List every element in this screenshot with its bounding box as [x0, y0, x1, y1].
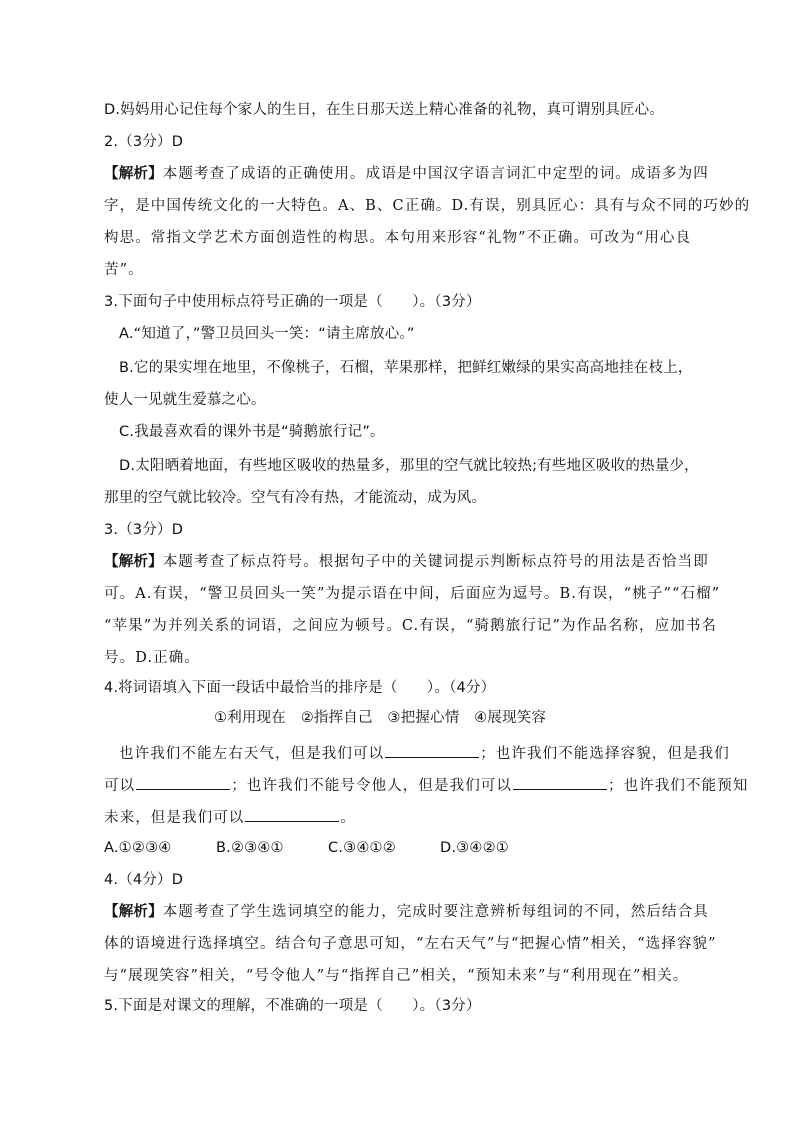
- q3-option-b-line-1: B.它的果实埋在地里，不像桃子，石榴，苹果那样，把鲜红嫩绿的果实高高地挂在枝上，: [119, 360, 693, 376]
- q4-option-d: D.③④②①: [440, 840, 509, 856]
- explanation-tag: 【解析】: [104, 166, 163, 182]
- q4-passage-line-2: 可以 ；也许我们不能号令他人，但是我们可以 ；也许我们不能预知: [104, 774, 748, 796]
- q3-option-b-line-2: 使人一见就生爱慕之心。: [104, 392, 266, 408]
- fill-blank: [513, 774, 607, 790]
- q4-explanation-line-3: 与“展现笑容”相关，“号令他人”与“指挥自己”相关，“预知未来”与“利用现在”相关。: [104, 968, 689, 984]
- fill-blank: [136, 774, 230, 790]
- q3-option-a: A.“知道了，”警卫员回头一笑：“请主席放心。”: [119, 326, 415, 342]
- q3-stem: 3.下面句子中使用标点符号正确的一项是（ ）。（3分）: [104, 294, 481, 310]
- q4-passage-line-3: 未来，但是我们可以 。: [104, 806, 356, 828]
- q4-stem: 4.将词语填入下面一段话中最恰当的排序是（ ）。（4分）: [104, 680, 496, 696]
- q4-answer-options: [104, 838, 509, 858]
- q3-option-d-line-2: 那里的空气就比较冷。空气有冷有热，才能流动，成为风。: [104, 490, 487, 506]
- explanation-tag: 【解析】: [104, 904, 163, 920]
- q3-option-d-line-1: D.太阳晒着地面，有些地区吸收的热量多，那里的空气就比较热;有些地区吸收的热量少，: [119, 458, 699, 474]
- q5-stem: 5.下面是对课文的理解，不准确的一项是（ ）。（3分）: [104, 998, 481, 1014]
- q3-explanation-line-3: “苹果”为并列关系的词语，之间应为顿号。C.有误，“骑鹅旅行记”为作品名称，应加书名: [104, 618, 718, 634]
- q4-option-c: C.③④①②: [328, 840, 396, 856]
- q4-explanation-line-2: 体的语境进行选择填空。结合句子意思可知，“左右天气”与“把握心情”相关，“选择容貌”: [104, 936, 717, 952]
- q1-option-d: D.妈妈用心记住每个家人的生日，在生日那天送上精心准备的礼物，真可谓别具匠心。: [104, 102, 665, 118]
- fill-blank: [245, 806, 339, 822]
- q4-explanation-line-1: 【解析】本题考查了学生选词填空的能力，完成时要注意辨析每组词的不同，然后结合具: [104, 904, 709, 920]
- q2-explanation-line-3: 构思。常指文学艺术方面创造性的构思。本句用来形容“礼物”不正确。可改为“用心良: [104, 230, 692, 246]
- q4-answer: 4.（4分）D: [104, 872, 184, 888]
- q4-word-options: ①利用现在 ②指挥自己 ③把握心情 ④展现笑容: [214, 710, 547, 726]
- q2-explanation-line-1: 【解析】本题考查了成语的正确使用。成语是中国汉字语言词汇中定型的词。成语多为四: [104, 166, 709, 182]
- q2-explanation-line-2: 字，是中国传统文化的一大特色。A、B、C正确。D.有误，别具匠心：具有与众不同的巧妙的: [104, 198, 751, 214]
- q3-option-c: C.我最喜欢看的课外书是“骑鹅旅行记”。: [119, 424, 385, 440]
- q4-passage-line-1: 也许我们不能左右天气，但是我们可以 ；也许我们不能选择容貌，但是我们: [119, 742, 730, 764]
- q4-option-a: A.①②③④: [104, 840, 172, 856]
- explanation-tag: 【解析】: [104, 554, 163, 570]
- q4-option-b: B.②③④①: [216, 840, 284, 856]
- q3-answer: 3.（3分）D: [104, 522, 184, 538]
- q2-answer: 2.（3分）D: [104, 134, 184, 150]
- q2-explanation-line-4: 苦”。: [104, 262, 144, 278]
- q3-explanation-line-4: 号。D.正确。: [104, 650, 200, 666]
- fill-blank: [385, 742, 479, 758]
- q3-explanation-line-1: 【解析】本题考查了标点符号。根据句子中的关键词提示判断标点符号的用法是否恰当即: [104, 554, 709, 570]
- q3-explanation-line-2: 可。A.有误，“警卫员回头一笑”为提示语在中间，后面应为逗号。B.有误，“桃子”“石榴”: [104, 586, 721, 602]
